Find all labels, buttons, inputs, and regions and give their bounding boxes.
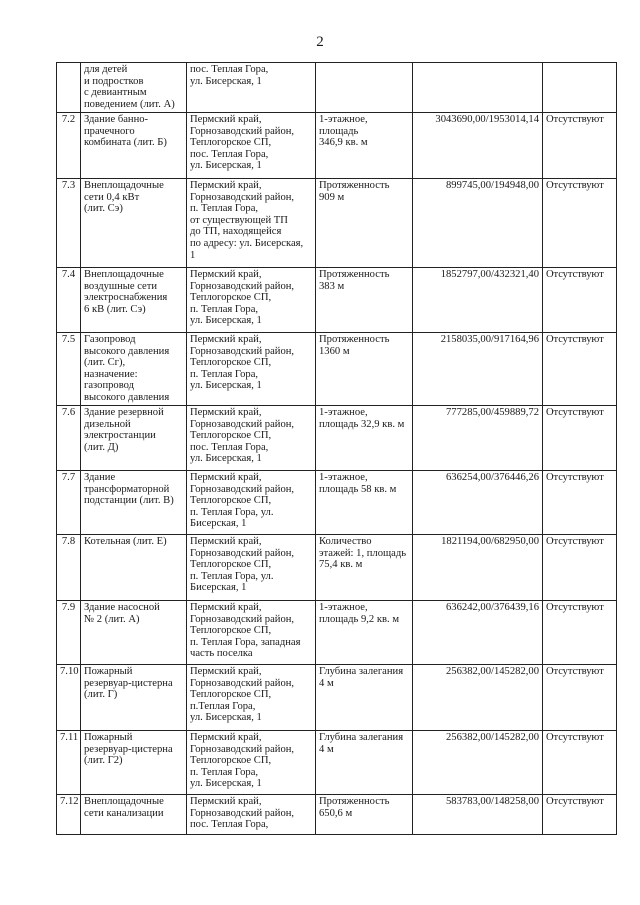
address-line: пос. Теплая Гора, [190,64,269,75]
name-line: Здание [84,472,116,483]
address-line: Горнозаводский район, [190,677,295,689]
name-line: 6 кВ (лит. Сэ) [84,303,146,315]
characteristics-line: Протяженность [319,269,390,280]
name-line: резервуар-цистерна [84,743,173,755]
cost-value-cell [413,63,543,113]
encumbrance-cell: Отсутствуют [543,601,617,665]
characteristics-line: 1-этажное, [319,114,368,125]
name-line: трансформаторной [84,483,170,495]
address-line: Теплогорское СП, [190,137,272,149]
address-line: пос. Теплая Гора, [190,819,269,831]
item-number-cell [57,63,81,113]
address-cell [187,113,316,179]
name-line: прачечного [84,125,135,137]
item-number-cell: 7.6 [57,406,81,471]
address-line: ул. Бисерская, 1 [190,75,262,87]
name-line: Котельная (лит. Е) [84,536,167,547]
characteristics-line: 650,6 м [319,807,353,819]
characteristics-cell [316,179,413,268]
address-line: от существующей ТП [190,214,288,226]
address-cell [187,535,316,601]
address-line: Пермский край, [190,407,262,418]
name-line: Здание насосной [84,602,160,613]
item-number-cell: 7.9 [57,601,81,665]
name-line: Здание резервной [84,407,164,418]
item-number-cell: 7.12 [57,795,81,835]
table-row [57,665,617,731]
characteristics-line: 4 м [319,677,334,689]
address-line: до ТП, находящейся [190,226,282,238]
address-line: Пермский край, [190,536,262,547]
name-line: подстанции (лит. В) [84,495,174,507]
name-line: назначение: [84,368,138,380]
address-line: Пермский край, [190,334,262,345]
name-line: Внеплощадочные [84,180,164,191]
name-line: Внеплощадочные [84,269,164,280]
address-line: Пермский край, [190,472,262,483]
characteristics-cell [316,333,413,406]
address-line: Теплогорское СП, [190,430,272,442]
address-line: п. Теплая Гора, западная [190,636,301,648]
characteristics-cell [316,113,413,179]
address-line: Теплогорское СП, [190,625,272,637]
characteristics-line: 346,9 кв. м [319,137,368,149]
encumbrance-cell: Отсутствуют [543,113,617,179]
cost-value-cell: 777285,00/459889,72 [413,406,543,471]
object-name-cell [81,406,187,471]
table-row [57,535,617,601]
characteristics-line: Количество [319,536,372,547]
item-number-cell: 7.7 [57,471,81,535]
object-name-cell [81,665,187,731]
characteristics-cell [316,665,413,731]
item-number-cell: 7.8 [57,535,81,601]
address-line: Горнозаводский район, [190,418,295,430]
address-line: ул. Бисерская, 1 [190,712,262,724]
name-line: с девиантным [84,87,147,99]
cost-value-cell: 2158035,00/917164,96 [413,333,543,406]
address-cell [187,63,316,113]
name-line: резервуар-цистерна [84,677,173,689]
characteristics-line: 1-этажное, [319,472,368,483]
characteristics-line: 1360 м [319,345,350,357]
object-name-cell [81,179,187,268]
name-line: сети 0,4 кВт [84,191,140,203]
encumbrance-cell: Отсутствуют [543,731,617,795]
address-line: пос. Теплая Гора, [190,148,269,160]
characteristics-line: Протяженность [319,796,390,807]
encumbrance-cell: Отсутствуют [543,333,617,406]
characteristics-line: площадь 9,2 кв. м [319,613,400,625]
address-cell [187,471,316,535]
characteristics-cell [316,535,413,601]
characteristics-line: Протяженность [319,334,390,345]
address-line: Бисерская, 1 [190,582,247,594]
characteristics-line: 4 м [319,743,334,755]
name-line: электростанции [84,430,156,442]
address-line: Пермский край, [190,602,262,613]
name-line: газопровод [84,380,135,392]
object-name-cell [81,731,187,795]
address-line: ул. Бисерская, 1 [190,453,262,465]
address-cell [187,333,316,406]
name-line: поведением (лит. А) [84,98,175,110]
characteristics-line: этажей: 1, площадь [319,547,407,559]
name-line: для детей [84,64,128,75]
name-line: сети канализации [84,807,164,819]
address-line: Пермский край, [190,269,262,280]
encumbrance-cell: Отсутствуют [543,535,617,601]
characteristics-line: площадь 58 кв. м [319,483,397,495]
item-number-cell: 7.2 [57,113,81,179]
characteristics-line: площадь [319,125,359,137]
address-line: ул. Бисерская, 1 [190,160,262,172]
item-number-cell: 7.10 [57,665,81,731]
address-line: 1 [190,249,196,261]
address-line: Пермский край, [190,180,262,191]
property-table-body [57,63,617,835]
address-line: Пермский край, [190,796,262,807]
address-line: Пермский край, [190,114,262,125]
characteristics-cell [316,406,413,471]
characteristics-line: 75,4 кв. м [319,559,363,571]
table-row [57,795,617,835]
address-cell [187,665,316,731]
address-line: Пермский край, [190,666,262,677]
characteristics-line: Глубина залегания [319,732,404,743]
characteristics-cell [316,601,413,665]
address-line: Горнозаводский район, [190,483,295,495]
address-line: ул. Бисерская, 1 [190,380,262,392]
address-line: Горнозаводский район, [190,613,295,625]
name-line: Пожарный [84,732,133,743]
encumbrance-cell [543,63,617,113]
cost-value-cell: 583783,00/148258,00 [413,795,543,835]
name-line: (лит. Г) [84,689,118,701]
object-name-cell [81,63,187,113]
name-line: Здание банно- [84,114,149,125]
name-line: воздушные сети [84,280,158,292]
name-line: электроснабжения [84,292,168,304]
object-name-cell [81,795,187,835]
characteristics-line: 1-этажное, [319,407,368,418]
address-line: п. Теплая Гора, ул. [190,570,274,582]
characteristics-line: 1-этажное, [319,602,368,613]
cost-value-cell: 636242,00/376439,16 [413,601,543,665]
address-cell [187,601,316,665]
address-line: Горнозаводский район, [190,280,295,292]
address-line: п. Теплая Гора, [190,203,259,215]
address-line: Горнозаводский район, [190,807,295,819]
name-line: Пожарный [84,666,133,677]
cost-value-cell: 899745,00/194948,00 [413,179,543,268]
name-line: (лит. Г2) [84,755,123,767]
characteristics-cell [316,63,413,113]
address-line: Горнозаводский район, [190,191,295,203]
encumbrance-cell: Отсутствуют [543,665,617,731]
table-row [57,63,617,113]
name-line: (лит. Д) [84,441,119,453]
address-cell [187,179,316,268]
table-row [57,268,617,333]
encumbrance-cell: Отсутствуют [543,179,617,268]
characteristics-line: Протяженность [319,180,390,191]
address-line: Теплогорское СП, [190,495,272,507]
object-name-cell [81,113,187,179]
object-name-cell [81,268,187,333]
address-line: Бисерская, 1 [190,518,247,530]
table-row [57,113,617,179]
address-line: Пермский край, [190,732,262,743]
page-number: 2 [316,34,324,50]
address-cell [187,731,316,795]
cost-value-cell: 256382,00/145282,00 [413,731,543,795]
address-line: п. Теплая Гора, [190,303,259,315]
address-line: Горнозаводский район, [190,547,295,559]
name-line: Внеплощадочные [84,796,164,807]
table-row [57,333,617,406]
address-line: ул. Бисерская, 1 [190,315,262,327]
name-line: и подростков [84,75,144,87]
cost-value-cell: 1821194,00/682950,00 [413,535,543,601]
cost-value-cell: 256382,00/145282,00 [413,665,543,731]
item-number-cell: 7.11 [57,731,81,795]
name-line: дизельной [84,418,131,430]
object-name-cell [81,333,187,406]
object-name-cell [81,601,187,665]
address-cell [187,268,316,333]
characteristics-line: площадь 32,9 кв. м [319,418,405,430]
characteristics-cell [316,268,413,333]
characteristics-line: 383 м [319,280,345,292]
table-row [57,601,617,665]
address-cell [187,406,316,471]
address-line: Теплогорское СП, [190,292,272,304]
item-number-cell: 7.3 [57,179,81,268]
characteristics-line: Глубина залегания [319,666,404,677]
item-number-cell: 7.5 [57,333,81,406]
address-line: Горнозаводский район, [190,125,295,137]
name-line: (лит. Сг), [84,357,126,369]
characteristics-cell [316,795,413,835]
address-line: п.Теплая Гора, [190,700,256,712]
address-line: Теплогорское СП, [190,755,272,767]
address-line: ул. Бисерская, 1 [190,778,262,790]
characteristics-cell [316,731,413,795]
property-table [56,62,617,835]
address-line: п. Теплая Гора, ул. [190,506,274,518]
name-line: высокого давления [84,345,170,357]
name-line: (лит. Сэ) [84,203,123,215]
characteristics-cell [316,471,413,535]
address-line: Теплогорское СП, [190,559,272,571]
object-name-cell [81,535,187,601]
address-line: п. Теплая Гора, [190,766,259,778]
address-line: часть поселка [190,648,253,660]
item-number-cell: 7.4 [57,268,81,333]
characteristics-line: 909 м [319,191,345,203]
name-line: высокого давления [84,391,170,403]
name-line: № 2 (лит. А) [84,613,140,625]
address-line: по адресу: ул. Бисерская, [190,237,304,249]
address-line: Теплогорское СП, [190,357,272,369]
address-line: Горнозаводский район, [190,345,295,357]
cost-value-cell: 3043690,00/1953014,14 [413,113,543,179]
object-name-cell [81,471,187,535]
cost-value-cell: 1852797,00/432321,40 [413,268,543,333]
name-line: комбината (лит. Б) [84,137,167,149]
encumbrance-cell: Отсутствуют [543,268,617,333]
address-line: п. Теплая Гора, [190,368,259,380]
name-line: Газопровод [84,334,136,345]
encumbrance-cell: Отсутствуют [543,471,617,535]
address-line: Теплогорское СП, [190,689,272,701]
encumbrance-cell: Отсутствуют [543,406,617,471]
table-row [57,731,617,795]
table-row [57,471,617,535]
address-line: Горнозаводский район, [190,743,295,755]
address-cell [187,795,316,835]
address-line: пос. Теплая Гора, [190,441,269,453]
cost-value-cell: 636254,00/376446,26 [413,471,543,535]
encumbrance-cell: Отсутствуют [543,795,617,835]
table-row [57,406,617,471]
table-row [57,179,617,268]
